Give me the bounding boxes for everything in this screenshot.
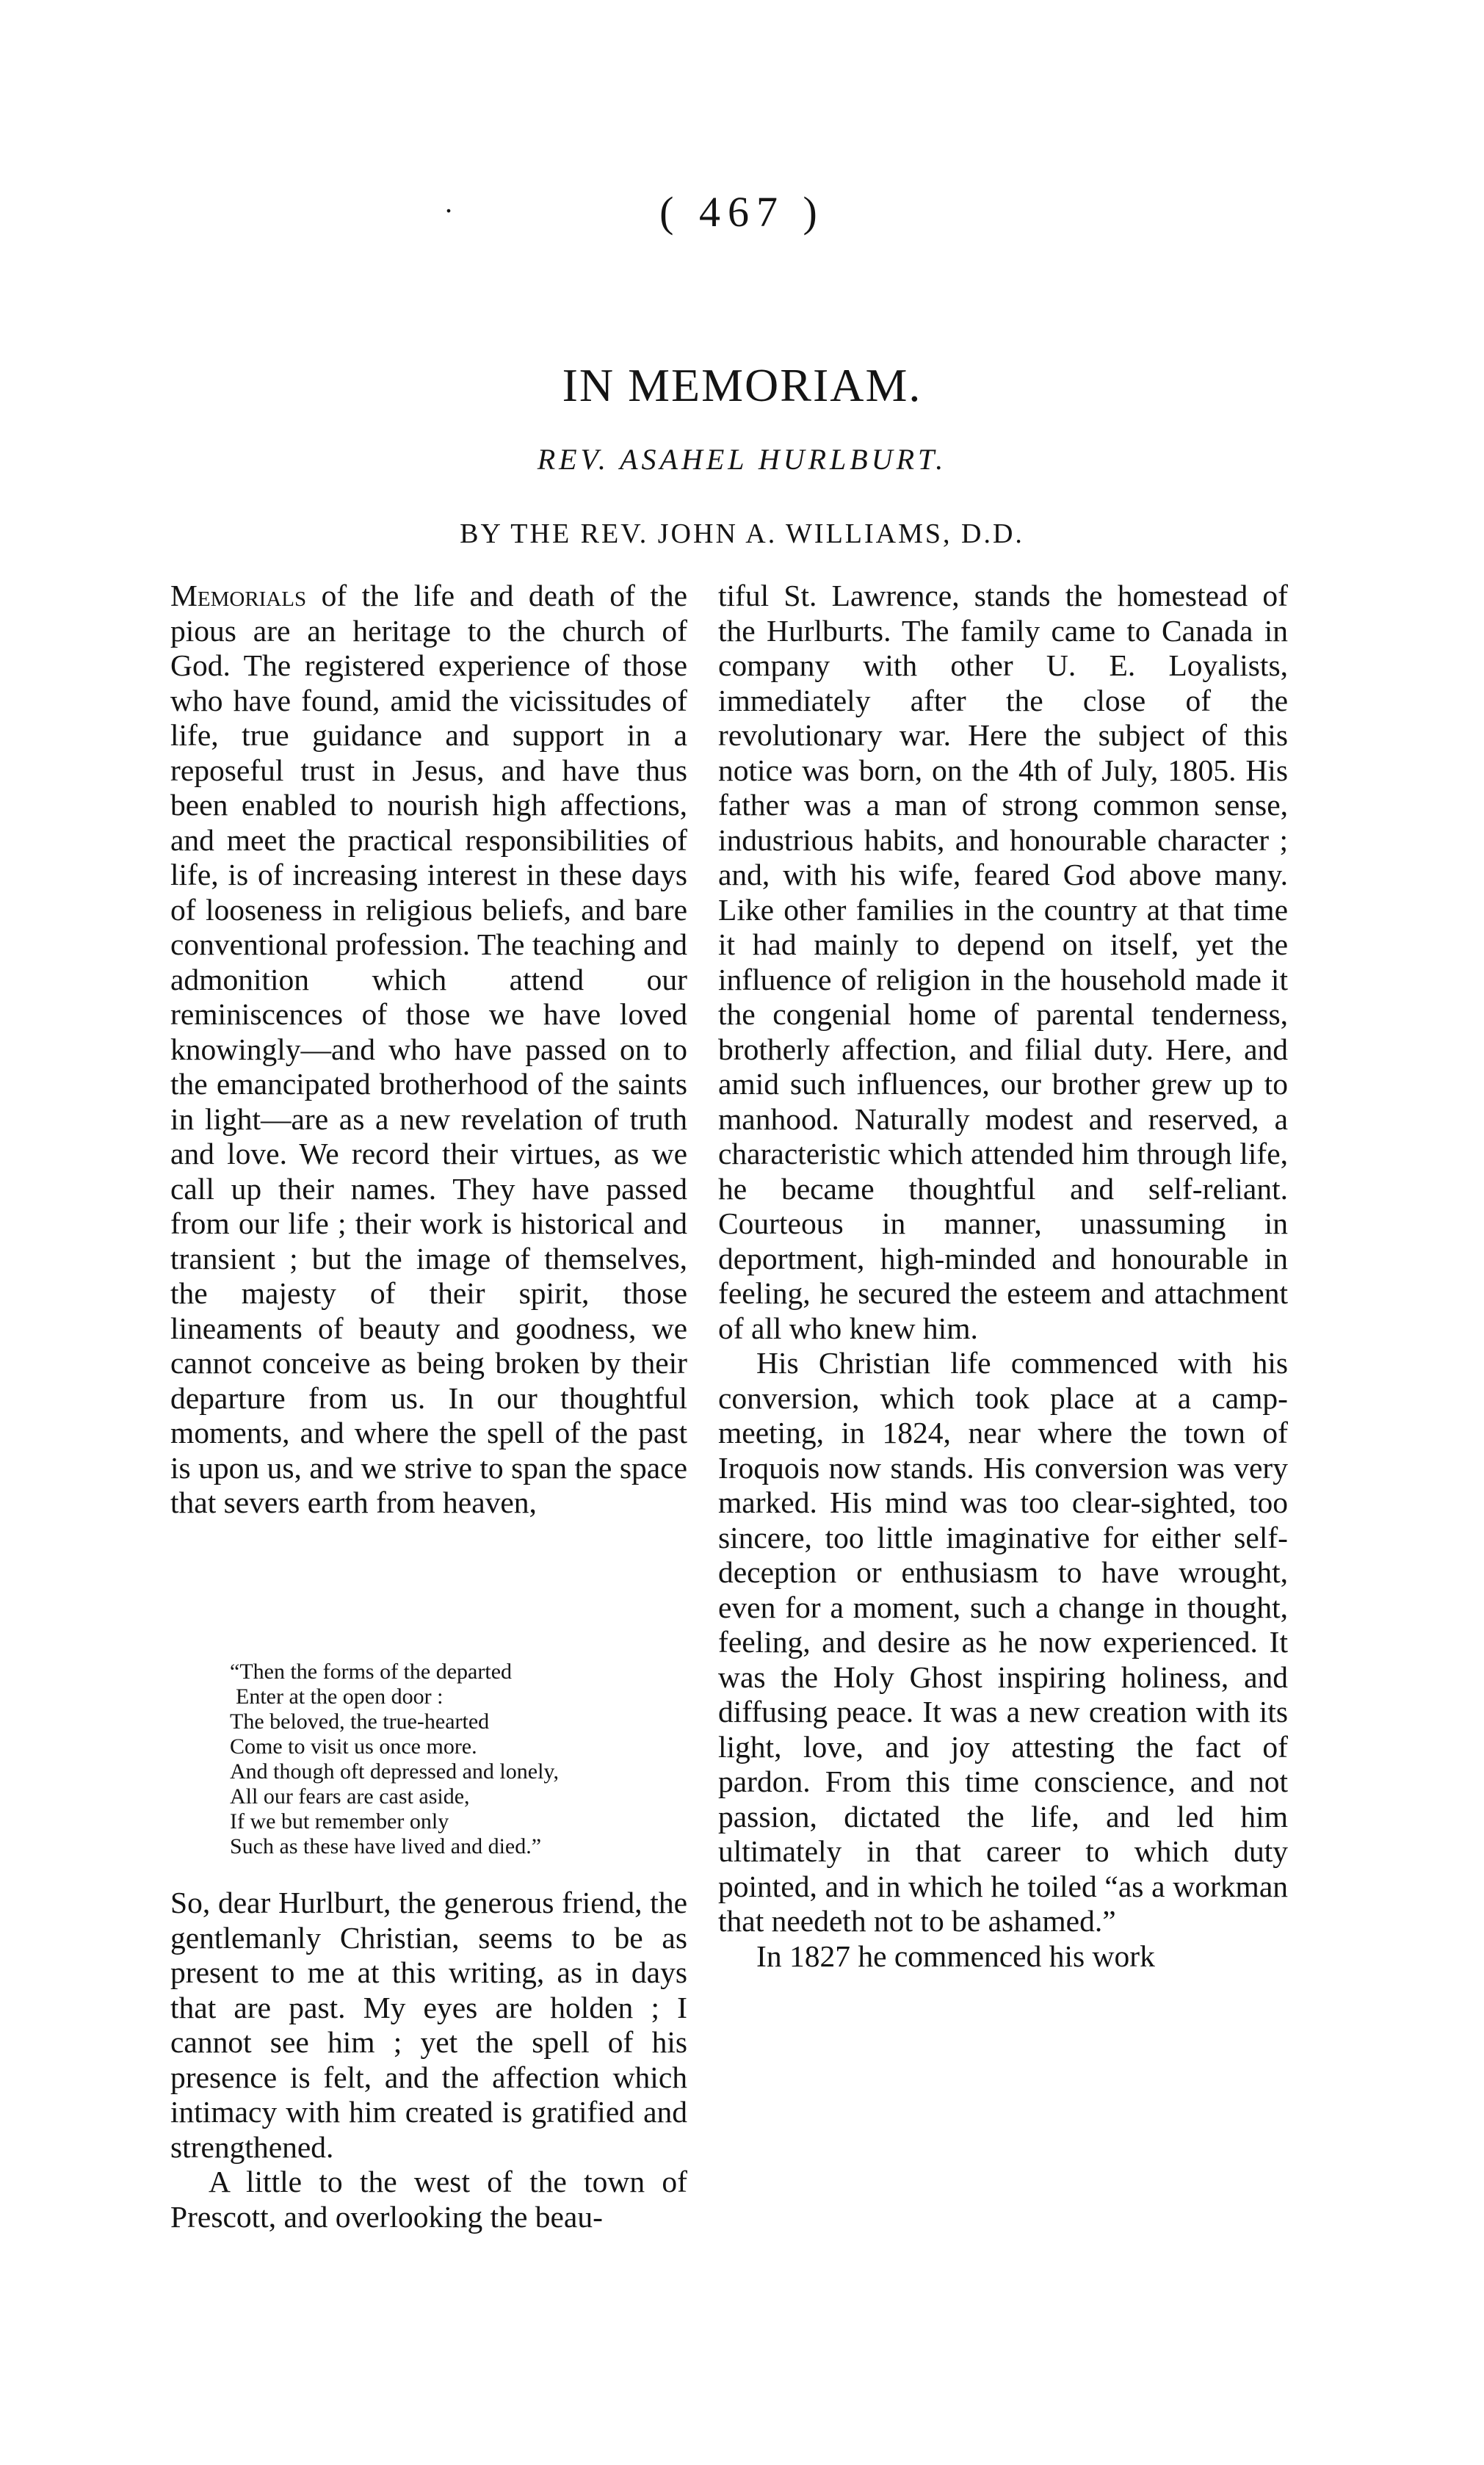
left-paragraph-2: So, dear Hurlburt, the generous friend, the gentlemanly Christian, seems to be as present to me at this writing, as in days that are past. My eyes are holden ; I cannot see him ; yet the spell of his presence is felt, and the affection which intimacy with him created is gratified and strengthened. <box>170 1886 687 2164</box>
article-subtitle: REV. ASAHEL HURLBURT. <box>537 443 947 476</box>
article-title: IN MEMORIAM. <box>562 359 922 411</box>
verse-line: Such as these have lived and died.” <box>230 1834 542 1858</box>
right-paragraph-2: His Christian life commenced with his conversion, which took place at a camp-meeting, in 1824, near where the town of Iroquois now stands. His conversion was very marked. His mind was too clear-sighted, too sincere, too little imaginative for either self-deception or enthusiasm to have wrought, even for a moment, such a change in thought, feeling, and desire as he now experienced. It was the Holy Ghost inspiring holiness, and diffusing peace. It was a new creation with its light, love, and joy attesting the fact of pardon. From this time conscience, and not passion, dictated the life, and led him ultimately in that career to which duty pointed, and in which he toiled “as a workman that needeth not to be ashamed.” <box>718 1346 1288 1938</box>
left-paragraph-1 <box>170 579 687 1521</box>
article-byline: BY THE REV. JOHN A. WILLIAMS, D.D. <box>460 518 1024 549</box>
page-number: ( 467 ) <box>659 188 825 236</box>
verse-line: Come to visit us once more. <box>230 1734 477 1759</box>
verse-quote <box>230 1659 670 1859</box>
left-paragraph-1-text: of the life and death of the pious are an heritage to the church of God. The registered experience of those who have found, amid the vicissitudes of life, true guidance and support in a reposeful trust in Jesus, and have thus been enabled to nourish high affections, and meet the practical responsibilities of life, is of increasing interest in these days of looseness in religious beliefs, and bare conventional profession. The teaching and admonition which attend our reminiscences of those we have loved knowingly—and who have passed on to the emancipated brotherhood of the saints in light—are as a new revelation of truth and love. We record their virtues, as we call up their names. They have passed from our life ; their work is historical and transient ; but the image of themselves, the majesty of their spirit, those lineaments of beauty and goodness, we cannot conceive as being broken by their departure from us. In our thoughtful moments, and where the spell of the past is upon us, and we strive to span the space that severs earth from heaven, <box>170 579 687 1519</box>
drop-word: Memorials <box>170 579 307 612</box>
verse-line: The beloved, the true-hearted <box>230 1709 490 1734</box>
verse-line: Enter at the open door : <box>236 1684 444 1709</box>
verse-line: And though oft depressed and lonely, <box>230 1759 559 1784</box>
left-column <box>170 579 687 1521</box>
right-paragraph-3: In 1827 he commenced his work <box>756 1939 1155 1973</box>
right-paragraph-1: tiful St. Lawrence, stands the homestead of the Hurlburts. The family came to Canada in company with other U. E. Loyalists, immediately after the close of the revolutionary war. Here the subject of this notice was born, on the 4th of July, 1805. His father was a man of strong common sense, industrious habits, and honourable character ; and, with his wife, feared God above many. Like other families in the country at that time it had mainly to depend on itself, yet the influence of religion in the household made it the congenial home of parental tenderness, brotherly affection, and filial duty. Here, and amid such influences, our brother grew up to manhood. Naturally modest and reserved, a characteristic which attended him through life, he became thoughtful and self-reliant. Courteous in manner, unassuming in deportment, high-minded and honourable in feeling, he secured the esteem and attachment of all who knew him. <box>718 579 1288 1345</box>
right-column <box>718 579 1288 1974</box>
left-paragraph-3: A little to the west of the town of Prescott, and overlooking the beau- <box>170 2165 687 2234</box>
page-dot: . <box>445 186 452 219</box>
verse-line: “Then the forms of the departed <box>230 1659 513 1684</box>
verse-line: If we but remember only <box>230 1809 449 1834</box>
verse-line: All our fears are cast aside, <box>230 1784 470 1809</box>
left-column-lower <box>170 1886 687 2234</box>
